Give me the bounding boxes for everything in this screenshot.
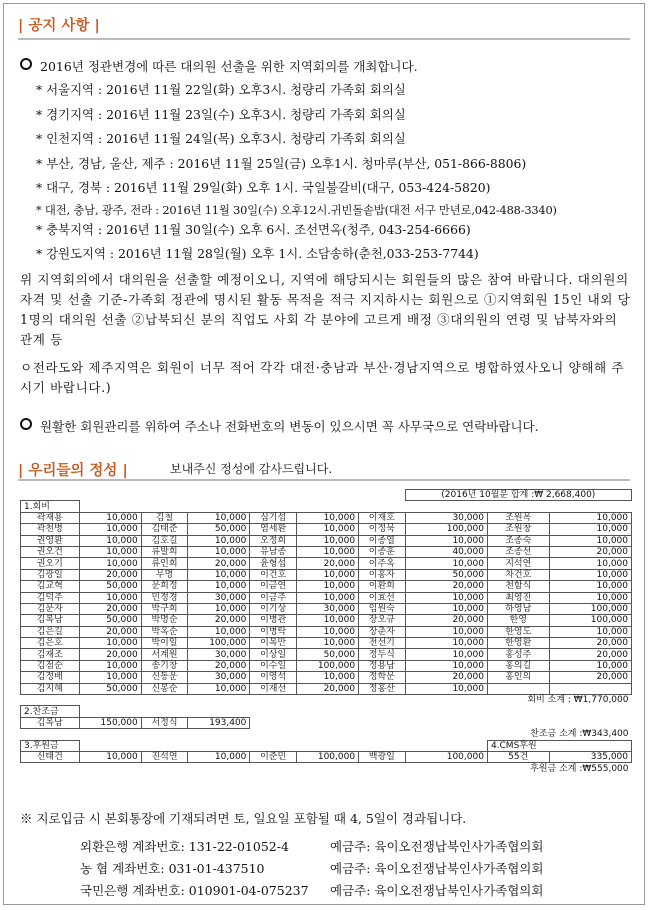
donor-name: 이종열	[359, 535, 406, 546]
donation-amount: 10,000	[79, 660, 141, 671]
donor-name: 이영석	[250, 672, 297, 683]
donor-name: 신태건	[21, 751, 80, 762]
donation-amount: 10,000	[549, 660, 631, 671]
section-label-cms: 4.CMS후원	[487, 740, 631, 751]
account-holder: 예금주: 육이오전쟁납북인사가족협의회	[330, 883, 544, 898]
donation-amount: 50,000	[79, 683, 141, 694]
donor-name: 곽천병	[21, 524, 80, 535]
donor-name	[487, 683, 549, 694]
donation-amount: 10,000	[79, 535, 141, 546]
donation-amount: 20,000	[549, 638, 631, 649]
notice-intro-text: 2016년 정관변경에 따른 대의원 선출을 위한 지역회의를 개최합니다.	[40, 59, 418, 74]
donation-amount: 30,000	[296, 603, 358, 614]
donor-name: 권영환	[21, 535, 80, 546]
donation-amount: 50,000	[79, 615, 141, 626]
total-row	[21, 490, 632, 501]
donor-name: 김지혜	[21, 683, 80, 694]
donor-name: 이상일	[250, 649, 297, 660]
donation-amount: 10,000	[549, 512, 631, 523]
donation-amount: 10,000	[188, 512, 250, 523]
donation-amount: 193,400	[188, 717, 250, 728]
donation-amount: 10,000	[296, 638, 358, 649]
donor-name: 이재선	[250, 683, 297, 694]
donor-name: 김재조	[21, 649, 80, 660]
donor-name: 김교혁	[21, 581, 80, 592]
donor-name: 이종훈	[359, 546, 406, 557]
table-row	[21, 649, 632, 660]
table-row	[21, 615, 632, 626]
donation-amount: 20,000	[549, 672, 631, 683]
donation-amount: 10,000	[188, 683, 250, 694]
donation-amount: 10,000	[79, 546, 141, 557]
donation-amount: 10,000	[405, 660, 487, 671]
donor-name: 류발희	[141, 546, 188, 557]
donation-amount: 20,000	[188, 615, 250, 626]
table-row	[21, 546, 632, 557]
donor-name: 차건호	[487, 569, 549, 580]
donation-amount: 10,000	[405, 626, 487, 637]
section-row	[21, 501, 632, 512]
donation-amount: 20,000	[296, 683, 358, 694]
donation-amount: 10,000	[296, 615, 358, 626]
donation-amount: 30,000	[188, 649, 250, 660]
donation-amount: 50,000	[405, 569, 487, 580]
donor-name: 이금주	[250, 592, 297, 603]
donor-name: 유남종	[250, 546, 297, 557]
donor-name: 한영환	[487, 638, 549, 649]
table-row	[21, 660, 632, 671]
donor-name: 장오규	[359, 615, 406, 626]
donation-amount: 10,000	[549, 524, 631, 535]
donation-amount: 10,000	[549, 626, 631, 637]
donation-amount: 100,000	[549, 603, 631, 614]
donor-name: 김복남	[21, 717, 80, 728]
donor-name: 박옥순	[141, 626, 188, 637]
meeting-item: * 강원도지역 : 2016년 11월 28일(월) 오후 1시. 소담송하(춘천,033-253-7744)	[36, 246, 479, 261]
meeting-item: * 부산, 경남, 울산, 제주 : 2016년 11월 25일(금) 오후1시. 청마루(부산, 051-866-8806)	[36, 156, 527, 171]
donor-name: 이기상	[250, 603, 297, 614]
donor-name: 홍의길	[487, 660, 549, 671]
bank-account: 농 협 계좌번호: 031-01-437510	[80, 861, 265, 876]
donation-amount: 10,000	[188, 626, 250, 637]
donation-amount: 10,000	[296, 672, 358, 683]
circle-bullet-icon	[20, 58, 32, 70]
donor-name: 김광일	[21, 569, 80, 580]
meeting-item: * 대전, 충남, 광주, 전라 : 2016년 11월 30일(수) 오후12시.귀빈돌솥밥(대전 서구 만년로,042-488-3340)	[36, 203, 557, 217]
donations-thanks: 보내주신 정성에 감사드립니다.	[170, 462, 333, 476]
donation-amount: 10,000	[79, 672, 141, 683]
donor-name: 김정배	[21, 672, 80, 683]
donor-name: 정홍산	[359, 683, 406, 694]
donor-name: 김은길	[21, 626, 80, 637]
meeting-item: * 인천지역 : 2016년 11월 24일(목) 오후3시. 청량리 가족회 회의실	[36, 131, 406, 146]
donation-amount: 10,000	[405, 603, 487, 614]
donation-amount: 10,000	[405, 638, 487, 649]
meeting-item: * 경기지역 : 2016년 11월 23일(수) 오후3시. 청량리 가족회 회의실	[36, 107, 406, 122]
donor-name: 신동운	[141, 672, 188, 683]
donor-name: 신봉순	[141, 683, 188, 694]
donation-amount: 50,000	[188, 524, 250, 535]
donation-amount: 30,000	[405, 512, 487, 523]
donor-name: 하영남	[487, 603, 549, 614]
notice-merge-note: ㅇ전라도와 제주지역은 회원이 너무 적어 각각 대전·충남과 부산·경남지역으로 병합하였사오니 양해해 주시기 바랍니다.)	[20, 360, 625, 395]
donations-divider	[18, 479, 630, 481]
members-subtotal: 회비 소계 : ₩1,770,000	[527, 695, 629, 706]
table-row	[21, 751, 632, 762]
table-row	[21, 603, 632, 614]
donation-amount: 10,000	[405, 592, 487, 603]
donor-name: 김덕주	[21, 592, 80, 603]
section-label-members: 1.회비	[21, 501, 80, 512]
donor-name: 이정묵	[359, 524, 406, 535]
donation-amount: 10,000	[79, 558, 141, 569]
donor-name: 권오건	[21, 546, 80, 557]
donation-amount: 20,000	[79, 603, 141, 614]
donor-name: 장춘자	[359, 626, 406, 637]
donation-amount: 20,000	[188, 660, 250, 671]
giro-note: ※ 지로입금 시 본회통장에 기재되려면 토, 일요일 포함될 때 4, 5일이 경과됩니다.	[20, 811, 467, 826]
donation-amount: 100,000	[296, 751, 358, 762]
donor-name: 이수일	[250, 660, 297, 671]
donor-name: 이재호	[359, 512, 406, 523]
subtotal-row	[21, 695, 632, 706]
donation-amount: 10,000	[79, 512, 141, 523]
donor-name: 김철	[141, 512, 188, 523]
account-holder: 예금주: 육이오전쟁납북인사가족협의회	[330, 839, 544, 854]
donation-amount: 10,000	[405, 683, 487, 694]
donation-amount: 20,000	[79, 649, 141, 660]
table-row	[21, 535, 632, 546]
donor-name: 최영진	[487, 592, 549, 603]
donation-amount: 20,000	[405, 615, 487, 626]
donation-amount: 20,000	[79, 569, 141, 580]
donor-name: 정두식	[359, 649, 406, 660]
donor-name: 문희정	[141, 581, 188, 592]
donation-amount: 20,000	[296, 558, 358, 569]
donor-name: 윤형섭	[250, 558, 297, 569]
donor-name: 류인희	[141, 558, 188, 569]
donor-name: 진석연	[141, 751, 188, 762]
donor-name: 55건	[487, 751, 549, 762]
donation-amount: 30,000	[188, 672, 250, 683]
donor-name: 박이일	[141, 638, 188, 649]
donation-amount: 10,000	[549, 558, 631, 569]
table-row	[21, 569, 632, 580]
donor-name: 정학문	[359, 672, 406, 683]
donation-amount: 335,000	[549, 751, 631, 762]
donation-amount: 10,000	[549, 581, 631, 592]
donation-amount: 100,000	[296, 660, 358, 671]
donation-amount: 50,000	[79, 581, 141, 592]
table-row	[21, 581, 632, 592]
donor-name: 민정경	[141, 592, 188, 603]
subtotal-row	[21, 729, 632, 740]
donor-name: 지석연	[487, 558, 549, 569]
donor-name: 오정희	[250, 535, 297, 546]
donation-amount: 30,000	[188, 592, 250, 603]
donor-name: 김호길	[141, 535, 188, 546]
notice-contact-text: 원활한 회원관리를 위하여 주소나 전화번호의 변동이 있으시면 꼭 사무국으로 연락바랍니다.	[40, 419, 539, 434]
donor-name: 한영	[487, 615, 549, 626]
donation-amount: 100,000	[405, 524, 487, 535]
notice-contact	[20, 418, 539, 435]
donor-name: 조원창	[487, 524, 549, 535]
donation-amount: 40,000	[405, 546, 487, 557]
notice-header: | 공지 사항 |	[18, 18, 100, 34]
table-row	[21, 717, 632, 728]
donation-amount: 10,000	[296, 626, 358, 637]
donor-name: 임원숙	[359, 603, 406, 614]
notice-intro	[20, 58, 418, 75]
donation-amount: 100,000	[549, 615, 631, 626]
donation-amount: 20,000	[549, 546, 631, 557]
section-row	[21, 706, 632, 717]
meeting-item: * 서울지역 : 2016년 11월 22일(화) 오후3시. 청량리 가족회 회의실	[36, 82, 406, 97]
donor-name: 김문자	[21, 603, 80, 614]
bank-account: 국민은행 계좌번호: 010901-04-075237	[80, 883, 309, 898]
notice-divider	[18, 38, 630, 40]
donor-name: 정용남	[359, 660, 406, 671]
donation-amount: 10,000	[296, 546, 358, 557]
donor-name: 이효선	[359, 592, 406, 603]
donor-name: 이주옥	[359, 558, 406, 569]
donation-amount: 10,000	[405, 558, 487, 569]
donation-amount: 20,000	[188, 558, 250, 569]
section-label-sponsor: 3.후원금	[21, 740, 80, 751]
donation-amount: 20,000	[405, 581, 487, 592]
donor-name: 이금연	[250, 581, 297, 592]
donations-table	[20, 489, 632, 774]
donation-amount: 10,000	[296, 581, 358, 592]
donor-name: 무명	[141, 569, 188, 580]
donation-amount: 10,000	[79, 638, 141, 649]
donation-amount: 10,000	[296, 512, 358, 523]
donations-header: | 우리들의 정성 |	[18, 463, 128, 479]
sponsor-subtotal: 후원금 소계 :₩555,000	[530, 763, 629, 774]
donation-amount: 10,000	[188, 535, 250, 546]
donor-name: 김은호	[21, 638, 80, 649]
donor-name: 이복만	[250, 638, 297, 649]
donation-amount: 20,000	[405, 672, 487, 683]
donor-name: 조종선	[487, 546, 549, 557]
donation-amount: 150,000	[79, 717, 141, 728]
donation-amount: 10,000	[188, 569, 250, 580]
donation-amount: 10,000	[296, 535, 358, 546]
section-row	[21, 740, 632, 751]
donation-amount: 100,000	[188, 638, 250, 649]
table-row	[21, 683, 632, 694]
section-label-support: 2.찬조금	[21, 706, 80, 717]
donor-name: 박명순	[141, 615, 188, 626]
donation-amount: 10,000	[79, 751, 141, 762]
meeting-item: * 충북지역 : 2016년 11월 30일(수) 오후 6시. 조선면옥(청주, 043-254-6666)	[36, 222, 471, 237]
donation-amount: 10,000	[79, 524, 141, 535]
donor-name: 조종숙	[487, 535, 549, 546]
donation-amount: 20,000	[79, 626, 141, 637]
table-row	[21, 638, 632, 649]
support-subtotal: 찬조금 소계 :₩343,400	[530, 729, 629, 740]
bank-account: 외환은행 계좌번호: 131-22-01052-4	[80, 839, 289, 854]
donation-amount: 10,000	[549, 535, 631, 546]
donation-amount: 10,000	[405, 535, 487, 546]
donation-amount: 10,000	[296, 569, 358, 580]
notice-paragraph: 위 지역회의에서 대의원을 선출할 예정이오니, 지역에 해당되시는 회원들의 많은 참여 바랍니다. 대의원의 자격 및 선출 기준-가족회 정관에 명시된 활동 목적을 적극 지지하시는 회원으로 ①지역회원 15인 내외 당 1명의 대의원 선출 ②납북되신 분의 직업도 사회 각 분야에 고르게 배정 ③대의원의 연령 및 납북자와의 관계 등	[20, 272, 631, 347]
donor-name: 박구희	[141, 603, 188, 614]
donor-name: 서정식	[141, 717, 188, 728]
account-holder: 예금주: 육이오전쟁납북인사가족협의회	[330, 861, 544, 876]
donor-name: 한영도	[487, 626, 549, 637]
donation-amount: 10,000	[549, 569, 631, 580]
donation-amount: 10,000	[188, 603, 250, 614]
donation-amount: 10,000	[549, 592, 631, 603]
donor-name: 이병탁	[250, 626, 297, 637]
donor-name: 홍성주	[487, 649, 549, 660]
donor-name: 천함식	[487, 581, 549, 592]
donor-name: 조원목	[487, 512, 549, 523]
donor-name: 곽재용	[21, 512, 80, 523]
table-row	[21, 672, 632, 683]
donation-amount: 10,000	[296, 524, 358, 535]
donor-name: 전선기	[359, 638, 406, 649]
donor-name: 염세환	[250, 524, 297, 535]
donation-amount: 10,000	[405, 649, 487, 660]
donation-amount: 20,000	[549, 649, 631, 660]
donation-amount: 100,000	[405, 751, 487, 762]
donation-amount: 10,000	[188, 581, 250, 592]
circle-bullet-icon	[20, 418, 32, 430]
donation-amount: 10,000	[79, 592, 141, 603]
table-row	[21, 592, 632, 603]
donor-name: 이환희	[359, 581, 406, 592]
donor-name: 홍인의	[487, 672, 549, 683]
donor-name: 이준민	[250, 751, 297, 762]
donation-amount: 10,000	[188, 546, 250, 557]
donation-amount: 10,000	[188, 751, 250, 762]
donor-name: 김점순	[21, 660, 80, 671]
meeting-item: * 대구, 경북 : 2016년 11월 29일(화) 오후 1시. 국일불갈비(대구, 053-424-5820)	[36, 180, 491, 195]
donor-name: 이홍자	[359, 569, 406, 580]
table-row	[21, 626, 632, 637]
donor-name: 김태준	[141, 524, 188, 535]
subtotal-row	[21, 763, 632, 774]
donor-name: 권오기	[21, 558, 80, 569]
table-row	[21, 524, 632, 535]
donor-name: 김복남	[21, 615, 80, 626]
donor-name: 이병관	[250, 615, 297, 626]
donor-name: 심기섭	[250, 512, 297, 523]
donation-amount: 50,000	[296, 649, 358, 660]
donor-name: 이건호	[250, 569, 297, 580]
donor-name: 송기창	[141, 660, 188, 671]
table-row	[21, 512, 632, 523]
donation-amount: 10,000	[296, 592, 358, 603]
total-amount: (2016년 10월분 합계 :₩ 2,668,400)	[405, 490, 631, 501]
donor-name: 서계원	[141, 649, 188, 660]
table-row	[21, 558, 632, 569]
donation-amount	[549, 683, 631, 694]
donor-name: 백광일	[359, 751, 406, 762]
